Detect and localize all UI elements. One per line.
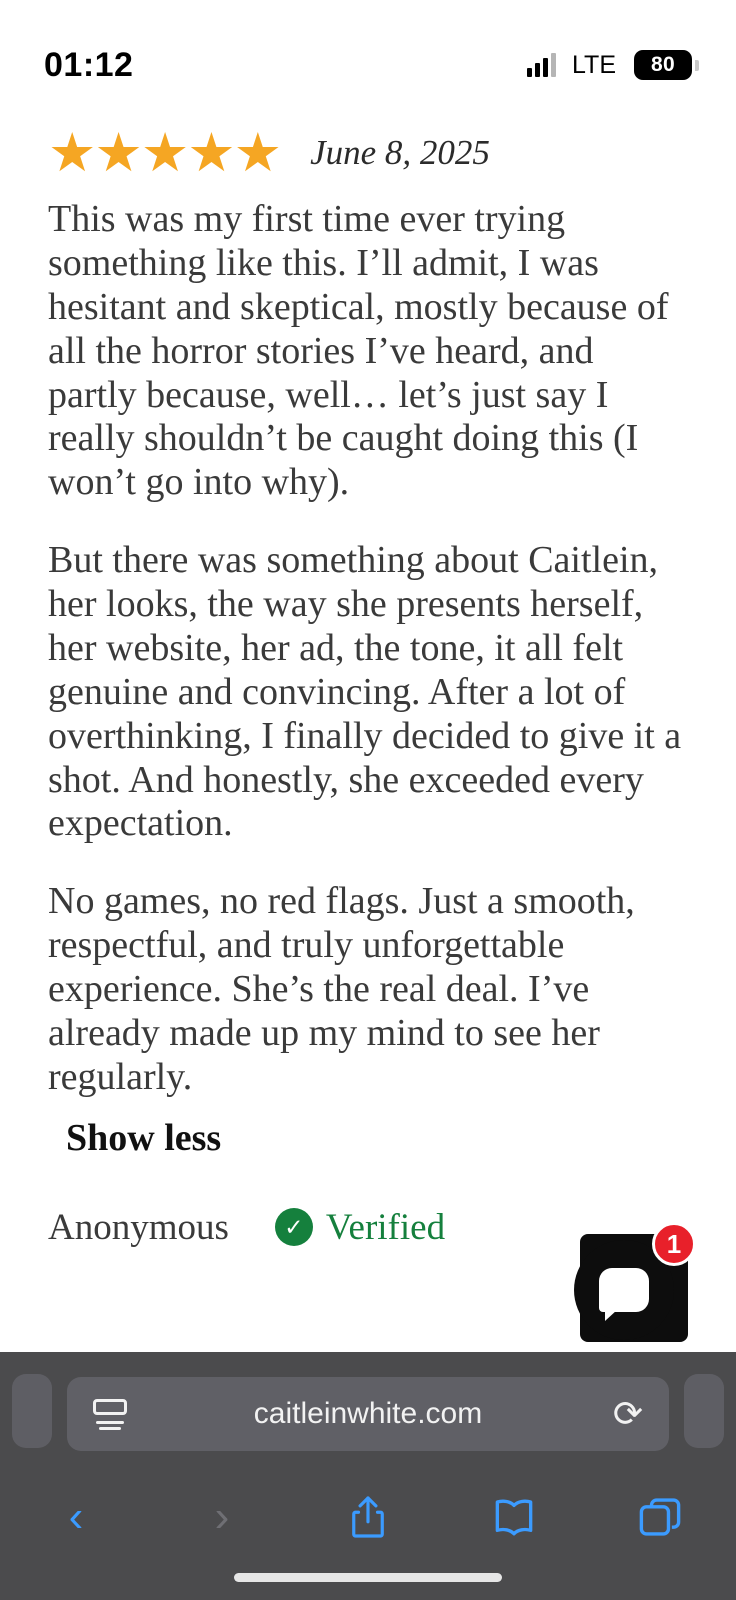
review-header [48, 123, 688, 183]
previous-tab-peek[interactable] [12, 1374, 52, 1448]
address-row [0, 1352, 736, 1464]
share-button[interactable] [336, 1485, 400, 1549]
verified-label: Verified [325, 1206, 446, 1248]
chat-unread-badge: 1 [652, 1222, 696, 1266]
tabs-button[interactable] [628, 1485, 692, 1549]
bookmarks-button[interactable] [482, 1485, 546, 1549]
status-time: 01:12 [44, 45, 134, 84]
show-less-button[interactable]: Show less [66, 1116, 222, 1159]
home-indicator [234, 1573, 502, 1582]
forward-button[interactable]: › [214, 1492, 230, 1541]
star-rating-icon: ★★★★★ [48, 123, 281, 183]
browser-toolbar [0, 1464, 736, 1570]
review-paragraph-3: No games, no red flags. Just a smooth, respectful, and truly unforgettable experience. She’s the real deal. I’ve already made up my mind to see her regularly. [48, 880, 635, 1098]
chat-widget-button[interactable] [580, 1228, 688, 1342]
address-bar[interactable] [67, 1377, 669, 1451]
battery-level-label: 80 [651, 53, 675, 76]
back-button[interactable]: ‹ [68, 1492, 84, 1541]
reload-icon[interactable]: ⟳ [612, 1393, 643, 1434]
check-circle-icon: ✓ [275, 1208, 313, 1246]
verified-badge [275, 1206, 445, 1249]
status-indicators [527, 50, 692, 80]
url-text[interactable]: caitleinwhite.com [253, 1397, 483, 1430]
review-paragraph-2: But there was something about Caitlein, her looks, the way she presents herself, her website, her ad, the tone, it all felt genuine and convincing. After a lot of overthinking, I finally decided to give it a shot. And honestly, she exceeded every expectation. [48, 539, 682, 845]
review-paragraph-1: This was my first time ever trying something like this. I’ll admit, I was hesitant and skeptical, mostly because of all the horror stories I’ve heard, and partly because, well… let’s just say I really shouldn’t be caught doing this (I won’t go into why). [48, 198, 669, 504]
reader-view-icon[interactable] [93, 1399, 127, 1429]
network-type-label: LTE [572, 50, 616, 79]
review-author: Anonymous [48, 1206, 229, 1248]
status-bar [0, 0, 736, 100]
review-card [0, 123, 736, 1249]
browser-bottom-bar [0, 1352, 736, 1600]
review-date: June 8, 2025 [310, 133, 490, 172]
battery-icon [634, 50, 692, 80]
review-body [48, 198, 688, 1160]
next-tab-peek[interactable] [684, 1374, 724, 1448]
cellular-signal-icon [527, 53, 556, 77]
